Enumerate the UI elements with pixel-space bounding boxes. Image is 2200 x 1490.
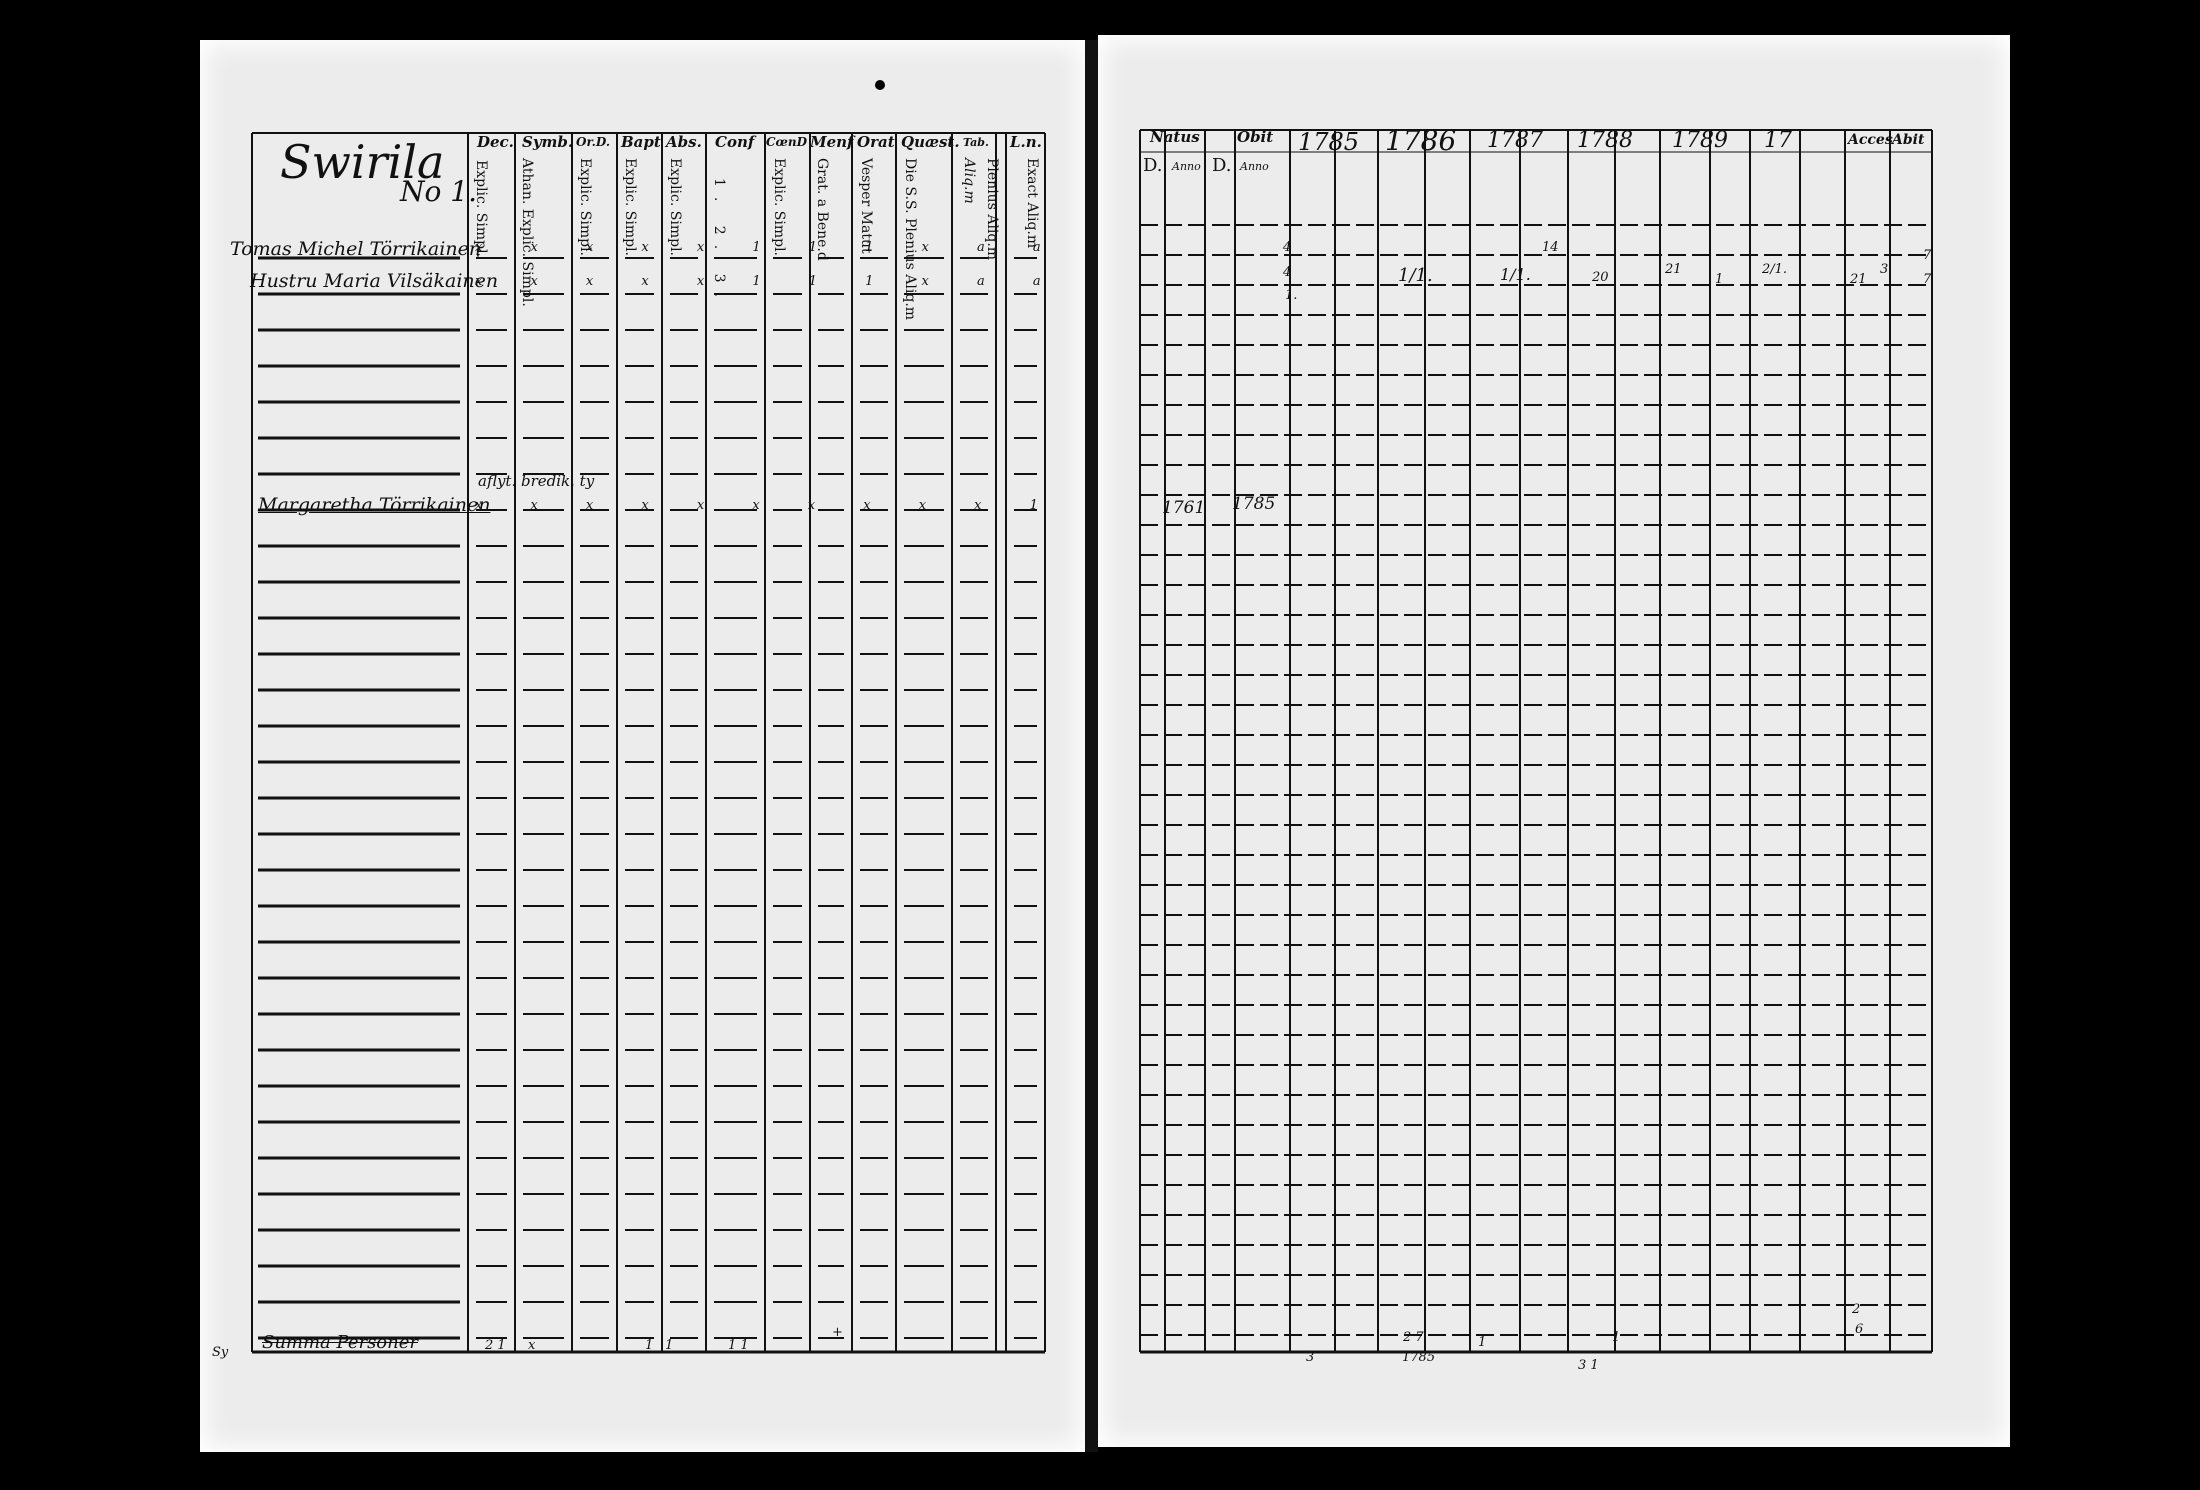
entry-name: Margaretha Törrikainen: [258, 494, 491, 516]
tally-mark: 20: [1592, 270, 1609, 285]
footer-mark: 1785: [1402, 1350, 1436, 1365]
tally-mark: 2/1.: [1762, 262, 1788, 277]
tally-mark: 7: [1923, 248, 1932, 263]
sub-label-symb: Athan. Explic. Simpl.: [519, 158, 535, 307]
year-header-1785: 1785: [1298, 128, 1360, 156]
col-header-natus: Natus: [1150, 128, 1200, 146]
tally-mark: 21: [1665, 262, 1682, 277]
footer-mark: 1: [665, 1338, 674, 1353]
year-header-1788: 1788: [1577, 128, 1633, 153]
col-header-abit: Abit: [1892, 132, 1925, 148]
tally-mark: 1: [1715, 272, 1724, 287]
sub-label-ln: Exact Aliq.m: [1024, 158, 1040, 249]
footer-mark: 2 1: [485, 1338, 506, 1353]
sub-label-mens: Grat. a Bene.d: [814, 158, 830, 261]
sub-label-quaest: Die S.S. Plenius Aliq.m: [902, 158, 918, 321]
year-header-1787: 1787: [1487, 128, 1543, 153]
footer-mark: +: [832, 1325, 843, 1340]
entry-annotation: aflyt. bredik. ty: [478, 472, 595, 490]
tally-mark: 14: [1542, 240, 1559, 255]
col-header-conf: Conf: [715, 133, 755, 151]
col-header-abs: Abs.: [666, 133, 702, 151]
tally-mark: 4: [1283, 240, 1292, 255]
col-header-ln: L.n.: [1010, 133, 1042, 151]
sub-header-natus-anno: Anno: [1172, 160, 1201, 173]
footer-mark: 2 7: [1403, 1330, 1424, 1345]
tally-mark: 4: [1283, 265, 1292, 280]
household-number: No 1.: [400, 175, 477, 208]
year-header-1789: 1789: [1672, 128, 1728, 153]
footer-mark: Sy: [212, 1345, 229, 1360]
parish-title: Swirila: [280, 135, 445, 189]
col-header-coend: CœnD: [766, 135, 808, 149]
tally-mark: 1/1.: [1500, 265, 1531, 284]
sub-header-obit-anno: Anno: [1240, 160, 1269, 173]
birth-year: 1761: [1162, 498, 1206, 518]
col-header-dec: Dec.: [477, 133, 514, 151]
sub-label-coend: Explic. Simpl.: [771, 158, 787, 257]
col-header-bapt: Bapt: [621, 133, 661, 151]
obit-year: 1785: [1232, 494, 1276, 514]
entry-marks: x x x x x x x x x x 1 x: [475, 498, 1116, 513]
sub-label-orat: Vesper Matut: [858, 158, 874, 254]
footer-mark: 3: [1306, 1350, 1315, 1365]
footer-mark: 3 1: [1578, 1358, 1599, 1373]
col-header-mens: Menf: [810, 133, 854, 151]
tally-mark: 1.: [1285, 288, 1298, 303]
col-header-obit: Obit: [1237, 128, 1274, 146]
footer-mark: x: [528, 1338, 536, 1353]
entry-name: Tomas Michel Törrikainen: [230, 238, 482, 260]
col-header-tab: Tab.: [963, 136, 989, 149]
footer-mark: 1: [1612, 1330, 1621, 1345]
col-header-acces: Acces: [1848, 132, 1893, 148]
footer-mark: 1: [645, 1338, 654, 1353]
tally-mark: 21: [1850, 272, 1867, 287]
sub-label-bapt: Explic. Simpl.: [622, 158, 638, 257]
footer-mark: 1 1: [728, 1338, 749, 1353]
sub-label-dec: Explic. Simpl.: [473, 160, 489, 259]
sub-label-conf: 1. 2. 3.: [711, 178, 727, 307]
year-header-1786: 1786: [1385, 124, 1457, 157]
tally-mark: 3: [1880, 262, 1889, 277]
year-header-17: 17: [1764, 128, 1792, 153]
col-header-orat: Orat: [857, 133, 895, 151]
footer-mark: 2: [1852, 1302, 1861, 1317]
footer-mark: 1: [1478, 1335, 1487, 1350]
sub-label-plenius: Plenius Aliq.m: [984, 158, 1000, 261]
entry-name: Hustru Maria Vilsäkainen: [250, 270, 499, 292]
tally-mark: 1/1.: [1398, 265, 1433, 286]
footer-summa: Summa Personer: [262, 1332, 418, 1353]
sub-header-natus-day: D.: [1143, 155, 1163, 176]
entry-marks: x x x x x 1 1 1 x a a a: [475, 274, 1119, 289]
tally-mark: 7: [1923, 272, 1932, 287]
sub-label-tab: Aliq.m: [961, 158, 977, 204]
sub-label-abs: Explic. Simpl.: [667, 158, 683, 257]
col-header-quaest: Quæst.: [901, 133, 960, 151]
col-header-ord: Or.D.: [576, 135, 611, 149]
col-header-symb: Symb.: [522, 133, 574, 151]
entry-marks: x x x x x 1 1 1 x a a a: [475, 240, 1119, 255]
sub-label-ord: Explic. Simpl.: [577, 158, 593, 257]
sub-header-obit-day: D.: [1212, 155, 1232, 176]
footer-mark: 6: [1855, 1322, 1864, 1337]
